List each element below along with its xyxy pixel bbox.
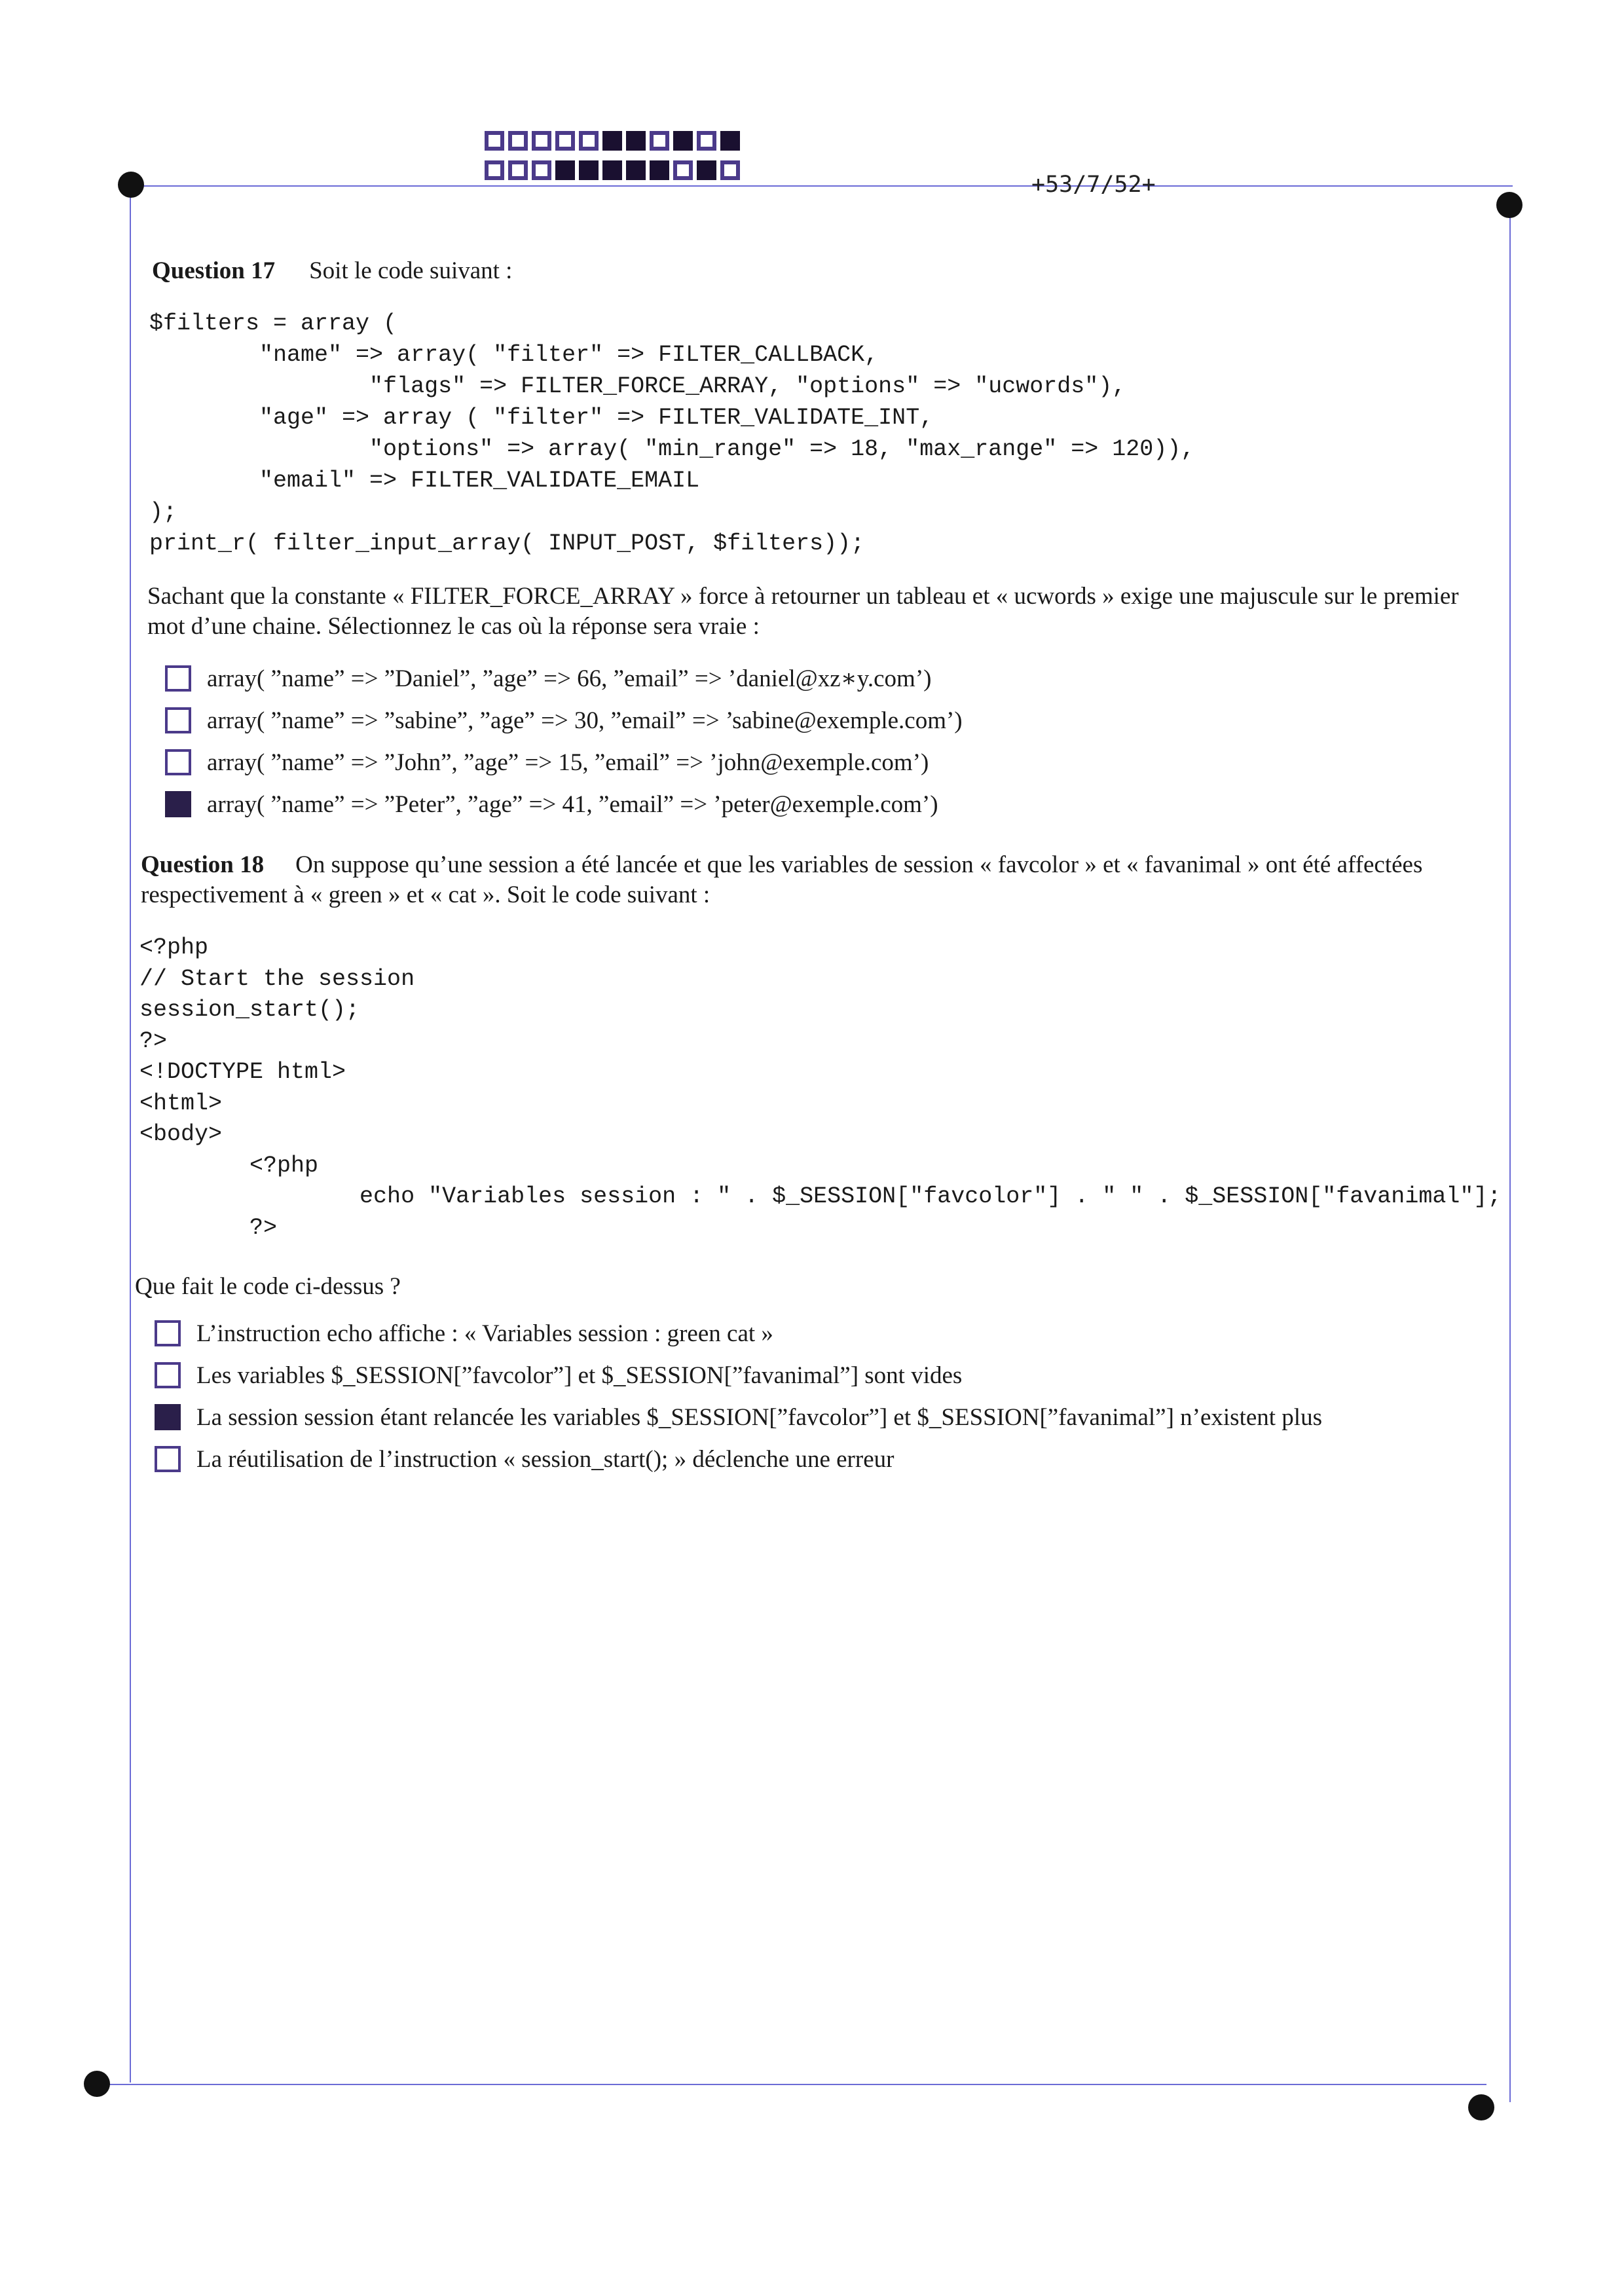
answer-text: La réutilisation de l’instruction « session_start(); » déclenche une erreur [196, 1445, 895, 1473]
answer-text: L’instruction echo affiche : « Variables session : green cat » [196, 1320, 773, 1347]
barcode-cell [508, 160, 528, 180]
answer-option [165, 657, 963, 699]
question-18-heading [141, 850, 1483, 910]
barcode-cell [508, 131, 528, 151]
barcode-cell [532, 131, 551, 151]
answer-option [165, 741, 963, 783]
answer-option [155, 1354, 1322, 1396]
answer-text: array( ”name” => ”Daniel”, ”age” => 66, ”email” => ’daniel@xz∗y.com’) [207, 665, 932, 692]
page-id: +53/7/52+ [1031, 172, 1156, 198]
barcode-cell [720, 160, 740, 180]
frame-top-line [131, 185, 1513, 187]
answer-checkbox[interactable] [165, 707, 191, 733]
barcode-cell [673, 131, 693, 151]
barcode-cell [602, 160, 622, 180]
answer-checkbox[interactable] [165, 665, 191, 692]
corner-marker-bottom-right [1468, 2094, 1494, 2120]
answer-checkbox[interactable] [155, 1404, 181, 1430]
answer-text: Les variables $_SESSION[”favcolor”] et $_SESSION[”favanimal”] sont vides [196, 1361, 963, 1389]
answer-checkbox[interactable] [155, 1446, 181, 1472]
corner-marker-top-right [1496, 192, 1522, 218]
barcode-cell [532, 160, 551, 180]
answer-text: La session session étant relancée les variables $_SESSION[”favcolor”] et $_SESSION[”favanimal”] n’existent plus [196, 1403, 1322, 1431]
corner-marker-top-left [118, 172, 144, 198]
barcode-cell [579, 160, 599, 180]
barcode-cell [555, 131, 575, 151]
question-17-code: $filters = array ( "name" => array( "filter" => FILTER_CALLBACK, "flags" => FILTER_FORCE_ARRAY, "options" => "ucwords"), "age" => array ( "filter" => FILTER_VALIDATE_INT, "options" => array( "min_range" => 18, "max_range" => 120)), "email" => FILTER_VALIDATE_EMAIL ); print_r( filter_input_array( INPUT_POST, $filters)); [149, 310, 1195, 557]
answer-option [155, 1438, 1322, 1480]
corner-marker-bottom-left [84, 2071, 110, 2097]
answer-checkbox[interactable] [165, 791, 191, 817]
barcode-cell [697, 160, 716, 180]
barcode-cell [602, 131, 622, 151]
question-18-label: Question 18 [141, 851, 265, 878]
question-18-code: <?php // Start the session session_start(); ?> <!DOCTYPE html> <html> <body> <?php echo "Variables session : " . $_SESSION["favcolor"] . " " . $_SESSION["favanimal"]; ?> [139, 935, 1502, 1241]
question-18-prompt: Que fait le code ci-dessus ? [135, 1273, 401, 1300]
barcode-cell [673, 160, 693, 180]
answer-text: array( ”name” => ”John”, ”age” => 15, ”email” => ’john@exemple.com’) [207, 749, 929, 776]
barcode-row-bottom [485, 160, 744, 180]
question-18-intro: On suppose qu’une session a été lancée et que les variables de session « favcolor » et « favanimal » ont été affectées respectivement à « green » et « cat ». Soit le code suivant : [141, 851, 1423, 908]
frame-bottom-line [98, 2084, 1486, 2085]
answer-checkbox[interactable] [165, 749, 191, 775]
question-17-intro: Soit le code suivant : [309, 257, 513, 284]
barcode-row-top [485, 131, 744, 151]
barcode-cell [626, 160, 646, 180]
answer-checkbox[interactable] [155, 1320, 181, 1346]
answer-checkbox[interactable] [155, 1362, 181, 1388]
question-17-heading [152, 257, 512, 285]
question-17-answers [165, 657, 963, 825]
barcode-cell [626, 131, 646, 151]
barcode-cell [485, 131, 504, 151]
barcode-cell [579, 131, 599, 151]
answer-option [165, 699, 963, 741]
frame-left-line [130, 187, 131, 2083]
question-17-prompt: Sachant que la constante « FILTER_FORCE_ARRAY » force à retourner un tableau et « ucwords » exige une majuscule sur le premier mot d’une chaine. Sélectionnez le cas où la réponse sera vraie : [147, 583, 1459, 640]
answer-option [165, 783, 963, 825]
answer-option [155, 1312, 1322, 1354]
frame-right-line [1509, 206, 1511, 2102]
question-18-answers [155, 1312, 1322, 1480]
question-17-label: Question 17 [152, 257, 276, 284]
barcode-cell [720, 131, 740, 151]
barcode-cell [650, 160, 669, 180]
barcode-cell [697, 131, 716, 151]
barcode-cell [650, 131, 669, 151]
barcode-cell [485, 160, 504, 180]
barcode-cell [555, 160, 575, 180]
answer-text: array( ”name” => ”sabine”, ”age” => 30, ”email” => ’sabine@exemple.com’) [207, 707, 963, 734]
answer-text: array( ”name” => ”Peter”, ”age” => 41, ”email” => ’peter@exemple.com’) [207, 790, 938, 818]
answer-option [155, 1396, 1322, 1438]
